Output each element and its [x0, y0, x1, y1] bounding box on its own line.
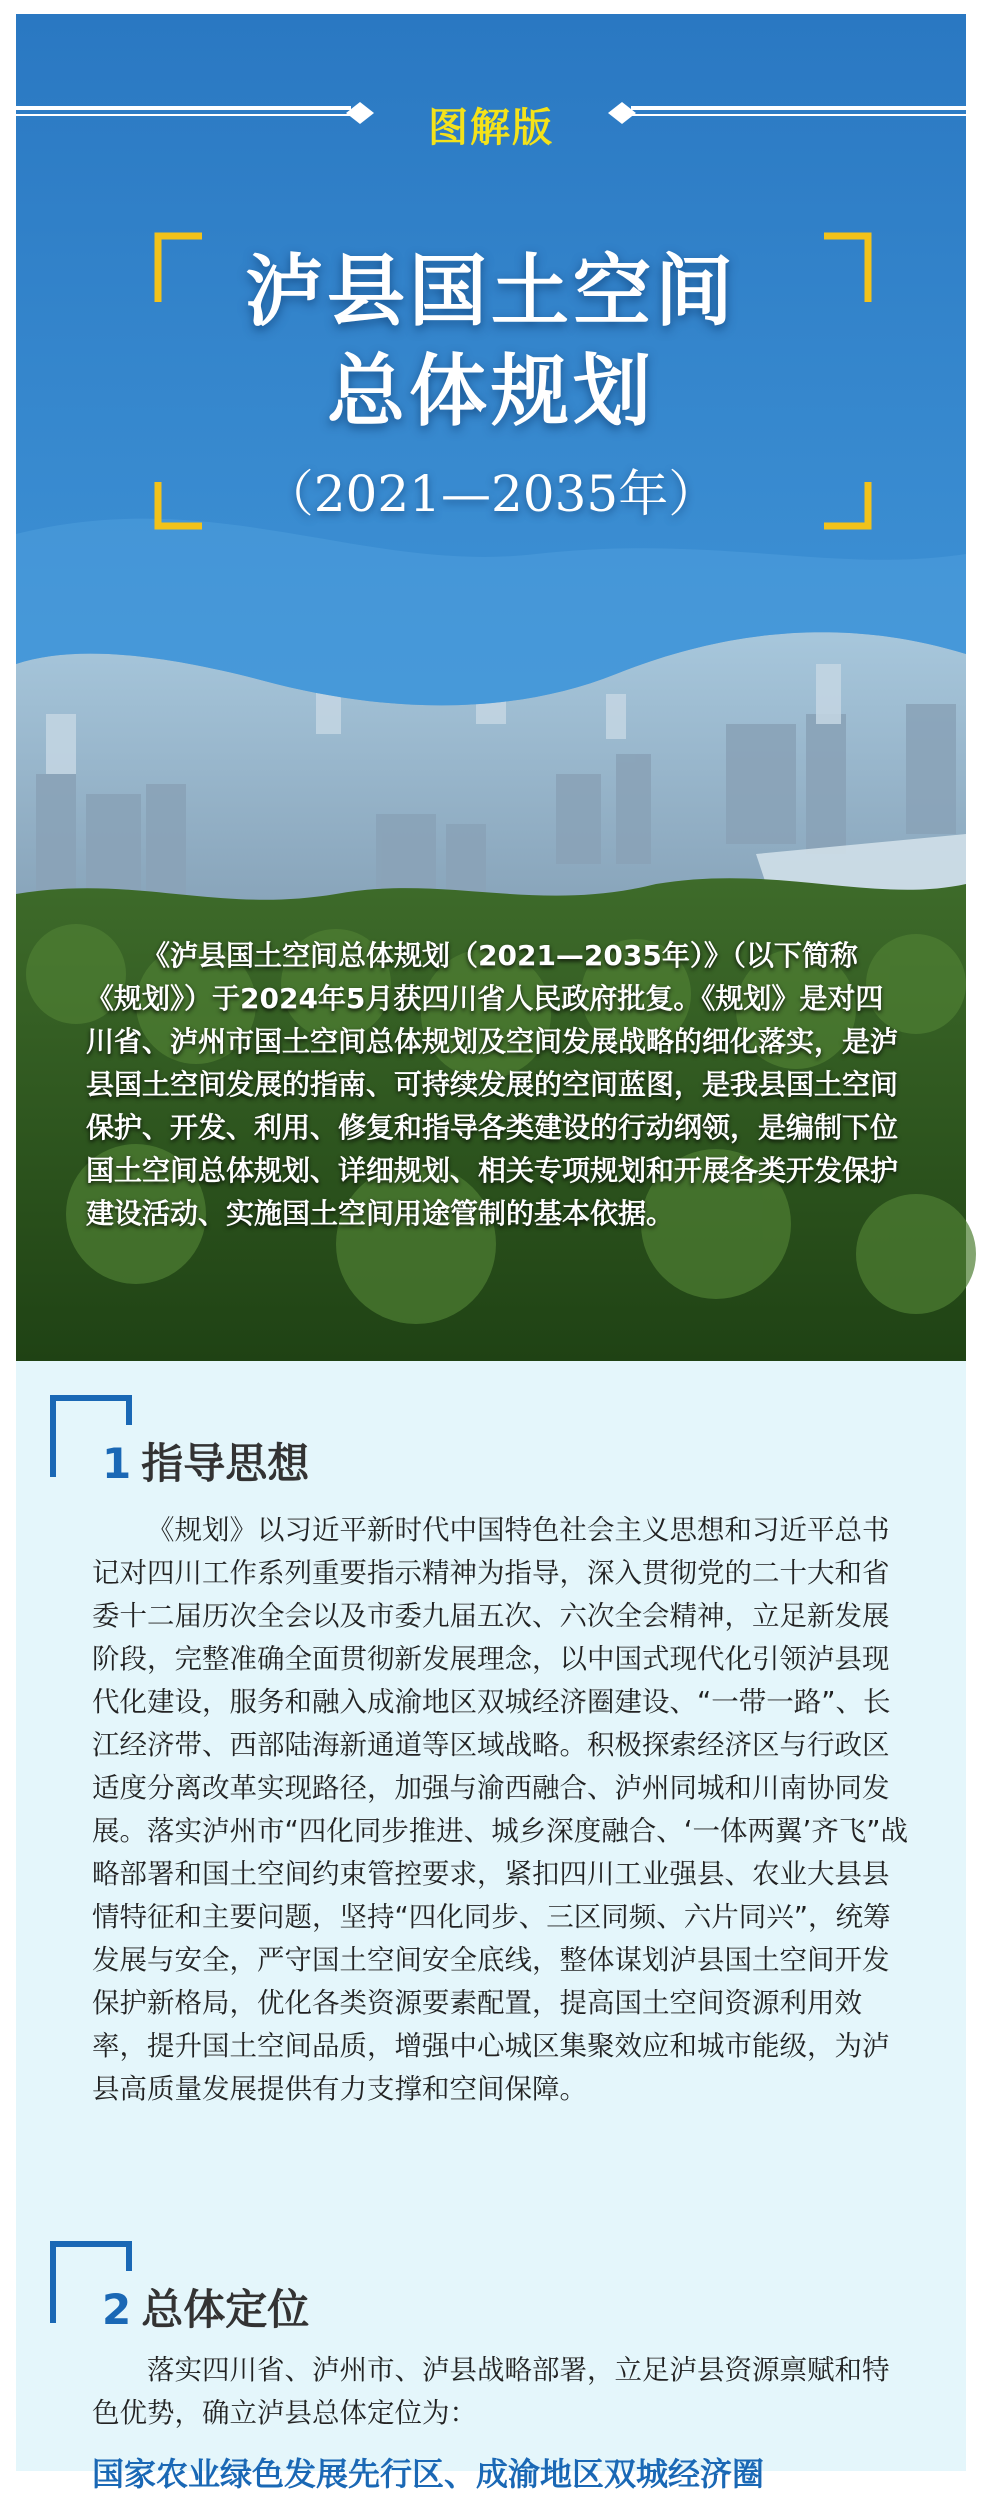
section-number: 1	[102, 1439, 132, 1488]
hero-banner	[16, 14, 966, 1361]
section-body-2: 落实四川省、泸州市、泸县战略部署，立足泸县资源禀赋和特色优势，确立泸县总体定位为：	[92, 2354, 890, 2429]
section-title	[102, 2277, 309, 2337]
section-title-text: 指导思想	[141, 1439, 310, 1488]
content-area	[16, 1361, 966, 2493]
edition-badge: 图解版	[428, 104, 554, 151]
section-title	[102, 1431, 309, 1491]
intro-paragraph: 《泸县国土空间总体规划（2021—2035年）》（以下简称《规划》）于2024年5月获四川省人民政府批复。《规划》是对四川省、泸州市国土空间总体规划及空间发展战略的细化落实，是泸县国土空间发展的指南、可持续发展的空间蓝图，是我县国土空间保护、开发、利用、修复和指导各类建设的行动纲领，是编制下位国土空间总体规划、详细规划、相关专项规划和开展各类开发保护建设活动、实施国土空间用途管制的基本依据。	[86, 939, 899, 1230]
section-body-1: 《规划》以习近平新时代中国特色社会主义思想和习近平总书记对四川工作系列重要指示精神为指导，深入贯彻党的二十大和省委十二届历次全会以及市委九届五次、六次全会精神，立足新发展阶段，完整准确全面贯彻新发展理念，以中国式现代化引领泸县现代化建设，服务和融入成渝地区双城经济圈建设、“一带一路”、长江经济带、西部陆海新通道等区域战略。积极探索经济区与行政区适度分离改革实现路径，加强与渝西融合、泸州同城和川南协同发展。落实泸州市“四化同步推进、城乡深度融合、‘一体两翼’齐飞”战略部署和国土空间约束管控要求，紧扣四川工业强县、农业大县县情特征和主要问题，坚持“四化同步、三区同频、六片同兴”，统筹发展与安全，严守国土空间安全底线，整体谋划泸县国土空间开发保护新格局，优化各类资源要素配置，提高国土空间资源利用效率，提升国土空间品质，增强中心城区集聚效应和城市能级，为泸县高质量发展提供有力支撑和空间保障。	[92, 1514, 908, 2105]
page-title	[16, 242, 966, 442]
plan-period: （2021—2035年）	[263, 465, 719, 523]
title-line-2: 总体规划	[326, 346, 655, 437]
positioning-highlight: 国家农业绿色发展先行区、成渝地区双城经济圈	[92, 2455, 765, 2493]
section-number: 2	[102, 2285, 132, 2334]
section-title-text: 总体定位	[141, 2285, 310, 2334]
title-line-1: 泸县国土空间	[244, 246, 737, 337]
